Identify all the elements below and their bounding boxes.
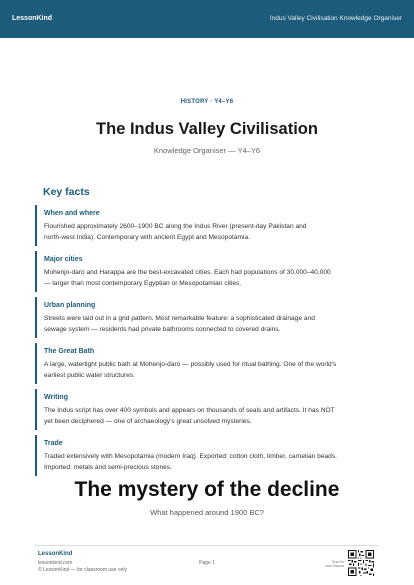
document-title: Indus Valley Civilisation Knowledge Organiser	[269, 15, 402, 22]
fact-body	[44, 405, 375, 427]
fact-card	[35, 297, 375, 338]
footer-copyright: © LessonKind — for classroom use only	[38, 567, 128, 573]
fact-title: Trade	[44, 440, 63, 447]
footer-divider	[35, 545, 379, 546]
scan-caption	[318, 560, 344, 568]
fact-card	[35, 251, 375, 292]
fact-body	[44, 451, 375, 473]
fact-line: The Indus script has over 400 symbols and appears on thousands of seals and artifacts. It has NOT	[44, 407, 335, 414]
fact-line: Flourished approximately 2600–1900 BC along the Indus River (present-day Pakistan and	[44, 223, 307, 230]
fact-line: Imported: metals and semi-precious stones.	[44, 464, 172, 471]
fact-line: earliest public water structures.	[44, 372, 135, 379]
footer-site-link[interactable]: lessonkind.com	[38, 560, 73, 566]
fact-body	[44, 221, 375, 243]
scan-caption-line: more lessons	[325, 564, 344, 568]
fact-card	[35, 205, 375, 246]
key-facts-heading: Key facts	[43, 186, 90, 198]
fact-title: Urban planning	[44, 302, 96, 309]
subject-kicker: HISTORY · Y4–Y6	[180, 99, 234, 105]
fact-line: A large, watertight public bath at Mohenjo-daro — possibly used for ritual bathing. One of the world's	[44, 361, 337, 368]
fact-body	[44, 313, 375, 335]
page-number: Page 1	[199, 560, 215, 566]
fact-title: The Great Bath	[44, 348, 95, 355]
fact-line: yet been deciphered — one of archaeology's great unsolved mysteries.	[44, 418, 252, 425]
key-facts-list	[35, 205, 375, 481]
top-banner	[0, 0, 414, 38]
footer-brand: LessonKind	[38, 551, 73, 557]
fact-line: Traded extensively with Mesopotamia (modern Iraq). Exported: cotton cloth, timber, carnelian beads.	[44, 453, 337, 460]
decline-subheading: What happened around 1900 BC?	[150, 508, 264, 517]
fact-body	[44, 359, 375, 381]
brand-logo-text: LessonKind	[12, 15, 53, 22]
fact-line: sewage system — residents had private bathrooms connected to covered drains.	[44, 326, 281, 333]
page-subtitle: Knowledge Organiser — Y4–Y6	[153, 146, 261, 155]
fact-title: Writing	[44, 394, 68, 401]
fact-body	[44, 267, 375, 289]
fact-card	[35, 435, 375, 476]
decline-heading: The mystery of the decline	[74, 478, 340, 501]
fact-title: When and where	[44, 210, 100, 217]
fact-line: — larger than most contemporary Egyptian or Mesopotamian cities.	[44, 280, 242, 287]
fact-line: Streets were laid out in a grid pattern. Most remarkable feature: a sophisticated drainage and	[44, 315, 315, 322]
fact-line: north-west India). Contemporary with ancient Egypt and Mesopotamia.	[44, 234, 250, 241]
scan-caption-line: Scan for	[332, 560, 344, 564]
fact-card	[35, 343, 375, 384]
fact-title: Major cities	[44, 256, 83, 263]
fact-card	[35, 389, 375, 430]
fact-line: Mohenjo-daro and Harappa are the best-excavated cities. Each had populations of 30,000–40,000	[44, 269, 331, 276]
page-title: The Indus Valley Civilisation	[96, 120, 318, 138]
qr-code-icon[interactable]	[348, 550, 374, 576]
